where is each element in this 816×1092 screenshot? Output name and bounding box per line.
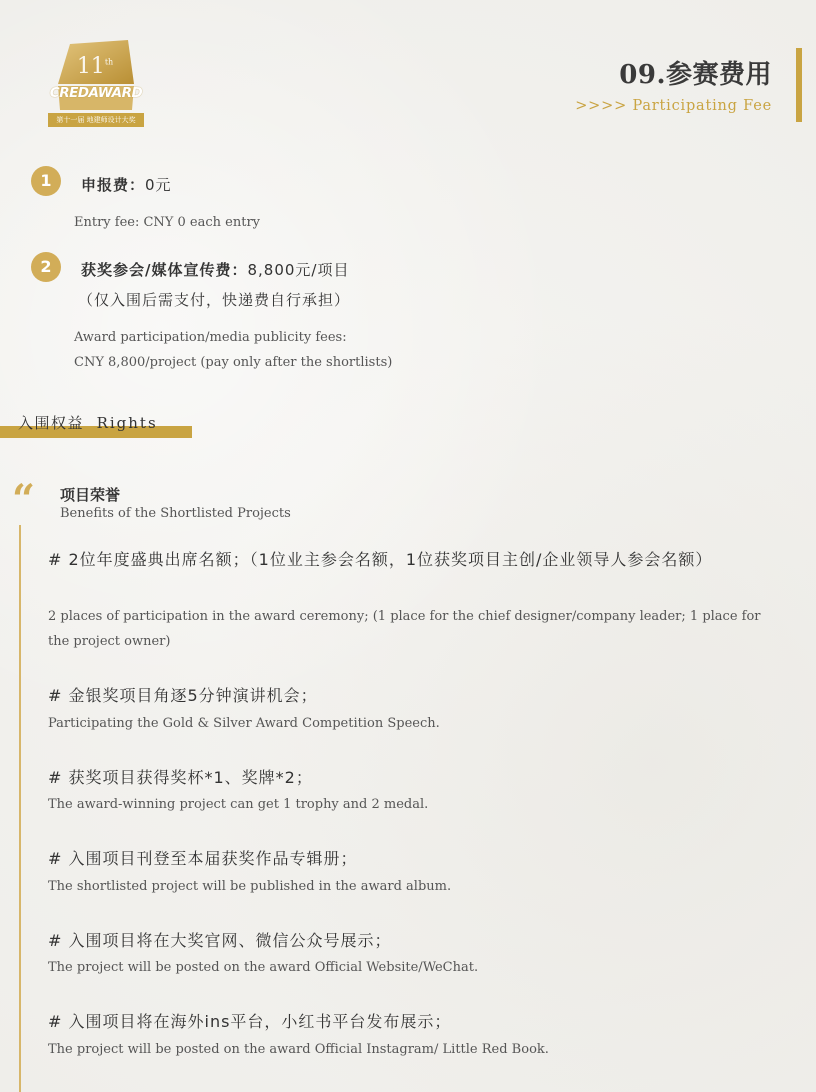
fee-entry-en: Entry fee: CNY 0 each entry bbox=[74, 215, 261, 230]
rights-heading: 入围权益 Rights bbox=[18, 414, 158, 432]
fee-entry-cn bbox=[81, 174, 172, 195]
section-subtitle: Benefits of the Shortlisted Projects bbox=[60, 506, 291, 521]
page-subtitle: >>>> Participating Fee bbox=[575, 98, 772, 114]
fee-award-en-line1: Award participation/media publicity fees: bbox=[74, 330, 347, 345]
fee-number-badge: 2 bbox=[31, 252, 61, 282]
benefit-cn: # 金银奖项目角逐5分钟演讲机会； bbox=[48, 686, 318, 705]
fee-value: 0元 bbox=[145, 176, 172, 194]
benefit-en: The award-winning project can get 1 trophy and 2 medal. bbox=[48, 797, 429, 812]
fee-label: 获奖参会/媒体宣传费： bbox=[81, 261, 248, 279]
fee-award-en-line2: CNY 8,800/project (pay only after the shortlists) bbox=[74, 355, 393, 370]
benefit-cn: # 获奖项目获得奖杯*1、奖牌*2； bbox=[48, 768, 313, 787]
benefit-en: The project will be posted on the award Official Instagram/ Little Red Book. bbox=[48, 1042, 549, 1057]
fee-award-note: （仅入围后需支付，快递费自行承担） bbox=[78, 291, 351, 309]
benefit-en: The project will be posted on the award Official Website/WeChat. bbox=[48, 960, 479, 975]
fee-award-cn bbox=[81, 259, 349, 280]
logo-subtitle: 第十一届 地建师设计大奖 bbox=[56, 116, 136, 124]
fee-label: 申报费： bbox=[81, 176, 146, 194]
section-title: 项目荣誉 bbox=[60, 486, 121, 504]
benefit-en: Participating the Gold & Silver Award Competition Speech. bbox=[48, 716, 440, 731]
benefit-en: 2 places of participation in the award ceremony; (1 place for the chief designer/company leader; 1 place for the project owner) bbox=[48, 609, 761, 649]
benefit-cn: # 2位年度盛典出席名额；（1位业主参会名额，1位获奖项目主创/企业领导人参会名额） bbox=[48, 550, 713, 569]
quote-icon: “ bbox=[12, 476, 36, 523]
page-title: 09.参赛费用 bbox=[619, 60, 772, 90]
benefit-cn: # 入围项目将在大奖官网、微信公众号展示； bbox=[48, 931, 392, 950]
title-accent-bar bbox=[796, 48, 802, 122]
logo-wordmark: CREDAWARD bbox=[49, 85, 143, 101]
benefit-en: The shortlisted project will be published in the award album. bbox=[48, 879, 452, 894]
fee-number-badge: 1 bbox=[31, 166, 61, 196]
logo-edition-number: 11th bbox=[76, 54, 114, 79]
benefit-cn: # 入围项目将在海外ins平台，小红书平台发布展示； bbox=[48, 1012, 452, 1031]
fee-value: 8,800元/项目 bbox=[247, 261, 350, 279]
benefit-cn: # 入围项目刊登至本届获奖作品专辑册； bbox=[48, 849, 358, 868]
credaward-logo bbox=[44, 40, 148, 132]
section-divider-line bbox=[19, 525, 21, 1092]
